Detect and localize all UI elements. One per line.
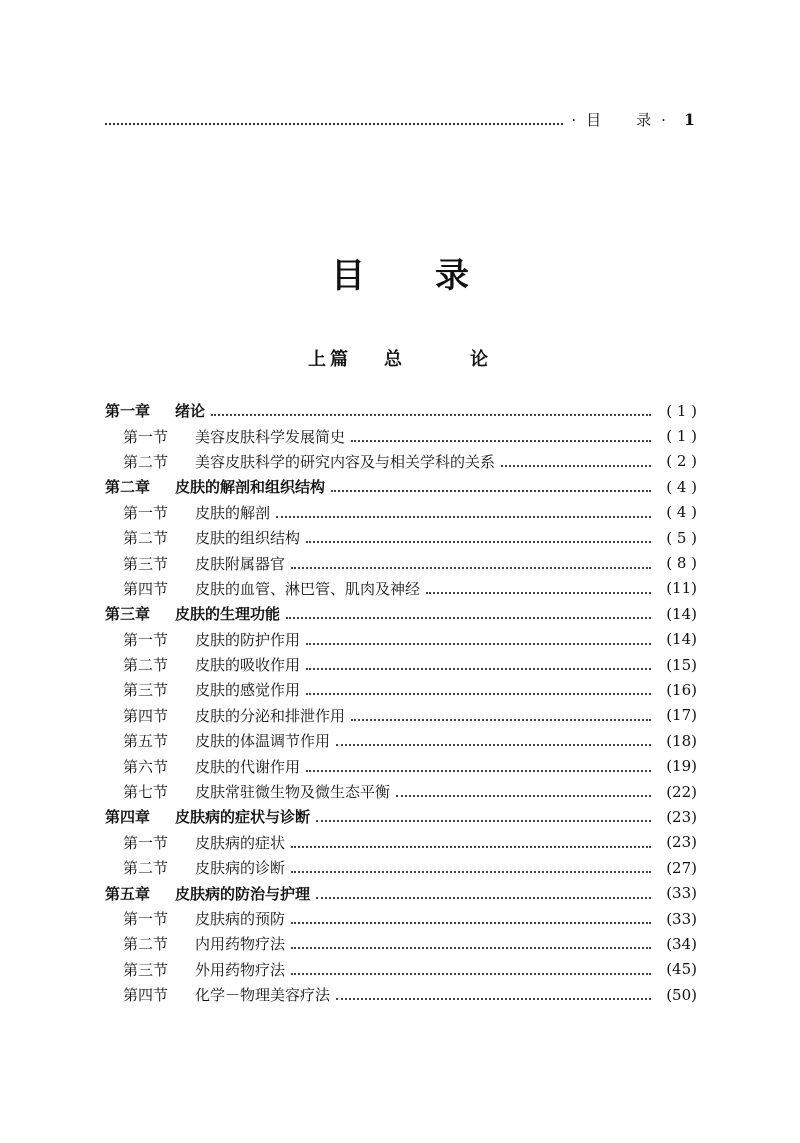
toc-dot-leader	[306, 532, 651, 543]
toc-page-number: (22)	[666, 782, 697, 801]
toc-dot-leader	[336, 735, 651, 746]
toc-dot-leader	[331, 481, 651, 492]
toc-entry-title: 皮肤病的预防	[195, 910, 286, 928]
toc-section-row[interactable]	[105, 957, 697, 982]
toc-section-row[interactable]	[105, 753, 697, 778]
toc-page-number: (27)	[666, 858, 697, 877]
toc-page-number: (45)	[666, 960, 697, 979]
toc-entry-number: 第一节	[123, 503, 169, 522]
toc-entry-title: 美容皮肤科学发展简史	[195, 427, 346, 446]
toc-page-number: (16)	[666, 680, 697, 699]
toc-dot-leader	[336, 989, 651, 1000]
toc-dot-leader	[211, 405, 651, 416]
toc-entry-title: 绪论	[175, 402, 206, 421]
toc-entry-number: 第二节	[123, 529, 169, 548]
toc-entry-number: 第四节	[123, 706, 169, 725]
toc-entry-number: 第一节	[123, 630, 169, 649]
toc-section-row[interactable]	[105, 627, 697, 652]
toc-entry-number: 第五章	[105, 884, 151, 903]
toc-dot-leader	[351, 710, 651, 721]
toc-chapter-row[interactable]	[105, 880, 697, 905]
toc-section-row[interactable]	[105, 855, 697, 880]
toc-page-number: ( 8 )	[666, 554, 697, 573]
toc-page-number: ( 1 )	[666, 427, 697, 446]
toc-chapter-row[interactable]	[105, 601, 697, 626]
part-title	[0, 345, 800, 371]
toc-section-row[interactable]	[105, 677, 697, 702]
toc-entry-title: 皮肤的体温调节作用	[195, 732, 331, 751]
toc-dot-leader	[291, 558, 651, 569]
toc-page-number: (14)	[666, 604, 697, 623]
toc-page-number: ( 4 )	[666, 503, 697, 522]
toc-page-number: (23)	[666, 807, 697, 826]
toc-entry-title: 美容皮肤科学的研究内容及与相关学科的关系	[195, 452, 496, 471]
toc-dot-leader	[291, 938, 651, 949]
toc-entry-title: 皮肤的防护作用	[195, 630, 301, 649]
toc-entry-number: 第一节	[123, 910, 169, 928]
toc-chapter-row[interactable]	[105, 474, 697, 499]
toc-entry-number: 第四节	[123, 579, 169, 598]
toc-entry-title: 皮肤常驻微生物及微生态平衡	[195, 783, 391, 802]
toc-section-row[interactable]	[105, 931, 697, 956]
part-label: 上篇	[308, 349, 352, 370]
toc-page-number: (15)	[666, 655, 697, 674]
toc-entry-title: 皮肤病的症状与诊断	[175, 808, 311, 827]
toc-page-number: (23)	[666, 833, 697, 852]
toc-entry-number: 第二节	[123, 656, 169, 675]
toc-dot-leader	[426, 583, 651, 594]
toc-dot-leader	[306, 684, 651, 695]
toc-section-row[interactable]	[105, 652, 697, 677]
toc-page-number: (33)	[666, 909, 697, 928]
toc-entry-number: 第三节	[123, 554, 169, 573]
toc-entry-number: 第二章	[105, 478, 151, 497]
toc-section-row[interactable]	[105, 423, 697, 448]
toc-entry-title: 皮肤病的诊断	[195, 859, 286, 878]
toc-entry-number: 第三节	[123, 960, 169, 979]
toc-section-row[interactable]	[105, 500, 697, 525]
toc-entry-number: 第四节	[123, 986, 169, 1005]
toc-dot-leader	[276, 507, 651, 518]
toc-page-number: (11)	[666, 579, 697, 598]
toc-dot-leader	[291, 862, 651, 873]
toc-page-number: ( 4 )	[666, 477, 697, 496]
toc-chapter-row[interactable]	[105, 804, 697, 829]
toc-entry-title: 皮肤的血管、淋巴管、肌肉及神经	[195, 579, 421, 598]
toc-page-number: (18)	[666, 731, 697, 750]
toc-dot-leader	[291, 964, 651, 975]
toc-entry-number: 第二节	[123, 935, 169, 954]
toc-page-number: (50)	[666, 985, 697, 1004]
header-text: ·目 录·	[571, 110, 676, 129]
toc-dot-leader	[291, 837, 651, 848]
toc-entry-title: 外用药物疗法	[195, 960, 286, 979]
toc-entry-title: 化学－物理美容疗法	[195, 986, 331, 1005]
toc-entry-title: 皮肤的组织结构	[195, 529, 301, 548]
toc-section-row[interactable]	[105, 906, 697, 931]
toc-page-number: (14)	[666, 630, 697, 649]
toc-page-number: (33)	[666, 884, 697, 903]
toc-dot-leader	[316, 888, 651, 899]
toc-section-row[interactable]	[105, 525, 697, 550]
toc-section-row[interactable]	[105, 830, 697, 855]
toc-entry-number: 第三章	[105, 605, 151, 624]
toc-entry-number: 第六节	[123, 757, 169, 776]
toc-entry-number: 第一章	[105, 402, 151, 421]
toc-entry-title: 皮肤的代谢作用	[195, 757, 301, 776]
toc-entry-number: 第二节	[123, 859, 169, 878]
toc-entry-number: 第四章	[105, 808, 151, 827]
toc-entry-title: 皮肤的吸收作用	[195, 656, 301, 675]
toc-section-row[interactable]	[105, 779, 697, 804]
toc-dot-leader	[291, 913, 651, 924]
toc-dot-leader	[501, 456, 651, 467]
toc-dot-leader	[306, 761, 651, 772]
toc-section-row[interactable]	[105, 982, 697, 1007]
toc-dot-leader	[306, 659, 651, 670]
toc-page-number: (19)	[666, 757, 697, 776]
toc-entry-number: 第七节	[123, 783, 169, 802]
toc-page-number: ( 1 )	[666, 401, 697, 420]
toc-dot-leader	[396, 786, 651, 797]
toc-entry-title: 皮肤病的防治与护理	[175, 884, 311, 903]
toc-entry-title: 皮肤的生理功能	[175, 605, 281, 624]
toc-entry-number: 第三节	[123, 681, 169, 700]
toc-section-row[interactable]	[105, 703, 697, 728]
toc-entry-title: 皮肤的解剖	[195, 503, 271, 522]
toc-page-number: ( 5 )	[666, 528, 697, 547]
toc-entry-number: 第一节	[123, 427, 169, 446]
toc-dot-leader	[316, 811, 651, 822]
toc-section-row[interactable]	[105, 576, 697, 601]
running-header	[105, 108, 695, 130]
toc-entry-title: 内用药物疗法	[195, 935, 286, 954]
toc-entry-title: 皮肤的分泌和排泄作用	[195, 706, 346, 725]
toc-section-row[interactable]	[105, 449, 697, 474]
header-page-number: 1	[683, 109, 695, 129]
toc-dot-leader	[306, 634, 651, 645]
toc-entry-title: 皮肤附属器官	[195, 554, 286, 573]
toc-entry-number: 第二节	[123, 452, 169, 471]
toc-entry-title: 皮肤的感觉作用	[195, 681, 301, 700]
toc-page-number: (17)	[666, 706, 697, 725]
table-of-contents	[105, 398, 697, 1007]
toc-page-number: ( 2 )	[666, 452, 697, 471]
toc-chapter-row[interactable]	[105, 398, 697, 423]
toc-entry-number: 第一节	[123, 833, 169, 852]
toc-entry-number: 第五节	[123, 732, 169, 751]
toc-section-row[interactable]	[105, 550, 697, 575]
part-word-1: 总	[384, 349, 406, 370]
toc-dot-leader	[286, 608, 651, 619]
toc-page-number: (34)	[666, 934, 697, 953]
toc-section-row[interactable]	[105, 728, 697, 753]
toc-entry-title: 皮肤的解剖和组织结构	[175, 478, 326, 497]
toc-entry-title: 皮肤病的症状	[195, 833, 286, 852]
part-word-2: 论	[470, 349, 492, 370]
header-dot-leader	[105, 113, 563, 125]
toc-dot-leader	[351, 431, 651, 442]
page-title: 目录	[331, 256, 539, 296]
